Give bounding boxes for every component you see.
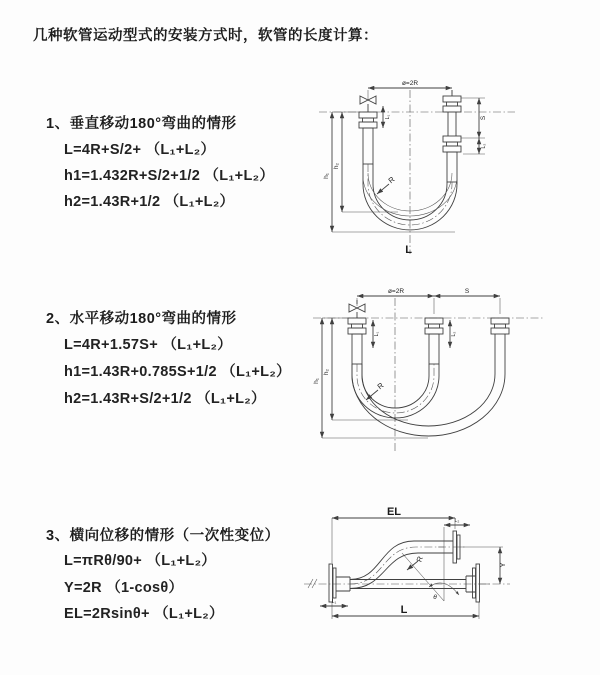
formula-s1-h2: h2=1.43R+1/2 （L₁+L₂） [64, 194, 235, 210]
dim-label-el: EL [386, 506, 402, 518]
fixed-end-fitting [348, 318, 366, 364]
formula-s3-EL: EL=2Rsinθ+ （L₁+L₂） [64, 606, 224, 622]
formula-s2-h2: h2=1.43R+S/2+1/2 （L₁+L₂） [64, 391, 266, 407]
formula-s1-h1: h1=1.432R+S/2+1/2 （L₁+L₂） [64, 168, 275, 184]
valve-icon [349, 300, 365, 318]
formula-s3-Y: Y=2R （1-cosθ） [64, 580, 184, 596]
dim-label-diameter-2r: ø=2R [387, 288, 405, 295]
theta-label: θ [433, 594, 437, 601]
formula-s2-L: L=4R+1.57S+ （L₁+L₂） [64, 337, 233, 353]
dimension-lines [322, 296, 500, 438]
page-title: 几种软管运动型式的安装方式时，软管的长度计算： [33, 28, 378, 44]
section-2-heading: 2、水平移动180°弯曲的情形 [46, 311, 237, 327]
left-end-fitting [359, 112, 377, 164]
length-label: L [400, 604, 408, 616]
dim-label-l1: L₁ [374, 331, 380, 337]
dim-label-h2: h₂ [323, 368, 330, 376]
diagram-horizontal-180-bend [308, 286, 593, 461]
dim-label-h1: h₁ [323, 173, 330, 179]
dim-label-l1: L₁ [385, 114, 391, 120]
dimension-lines [332, 88, 485, 232]
radius-label: R [386, 174, 397, 186]
moving-end-fitting-position-2 [491, 318, 509, 340]
length-label: L [405, 244, 412, 256]
dim-label-l1: L₁ [331, 599, 337, 605]
moving-end-fitting-position-1 [425, 318, 443, 364]
formula-s1-L: L=4R+S/2+ （L₁+L₂） [64, 142, 216, 158]
section-3-heading: 3、横向位移的情形（一次性变位） [46, 528, 280, 544]
formula-s2-h1: h1=1.43R+0.785S+1/2 （L₁+L₂） [64, 364, 291, 380]
dim-label-h1: h₁ [313, 378, 320, 384]
formula-s3-L: L=πRθ/90+ （L₁+L₂） [64, 553, 217, 569]
dim-label-l2: L₂ [451, 331, 457, 337]
centerlines [313, 298, 543, 451]
dim-label-s: S [480, 115, 487, 121]
dim-label-l2: L₂ [481, 143, 487, 149]
diagram-vertical-180-bend [313, 76, 578, 260]
hose-s-curve [350, 541, 466, 589]
dim-label-l2: L₂ [454, 518, 460, 524]
right-end-fitting-positions [443, 90, 461, 182]
dim-label-h2: h₂ [333, 162, 340, 170]
dim-label-diameter-2r: ø=2R [401, 80, 419, 87]
radius-label: R [375, 380, 386, 392]
radius-label: R [414, 555, 425, 564]
dim-label-s: S [464, 288, 470, 295]
diagram-lateral-displacement [298, 503, 593, 653]
hose-u-bends [352, 340, 505, 436]
lower-right-flange [466, 564, 490, 602]
left-flange [329, 564, 350, 602]
dim-label-y: Y [498, 562, 507, 568]
section-1-heading: 1、垂直移动180°弯曲的情形 [46, 116, 237, 132]
